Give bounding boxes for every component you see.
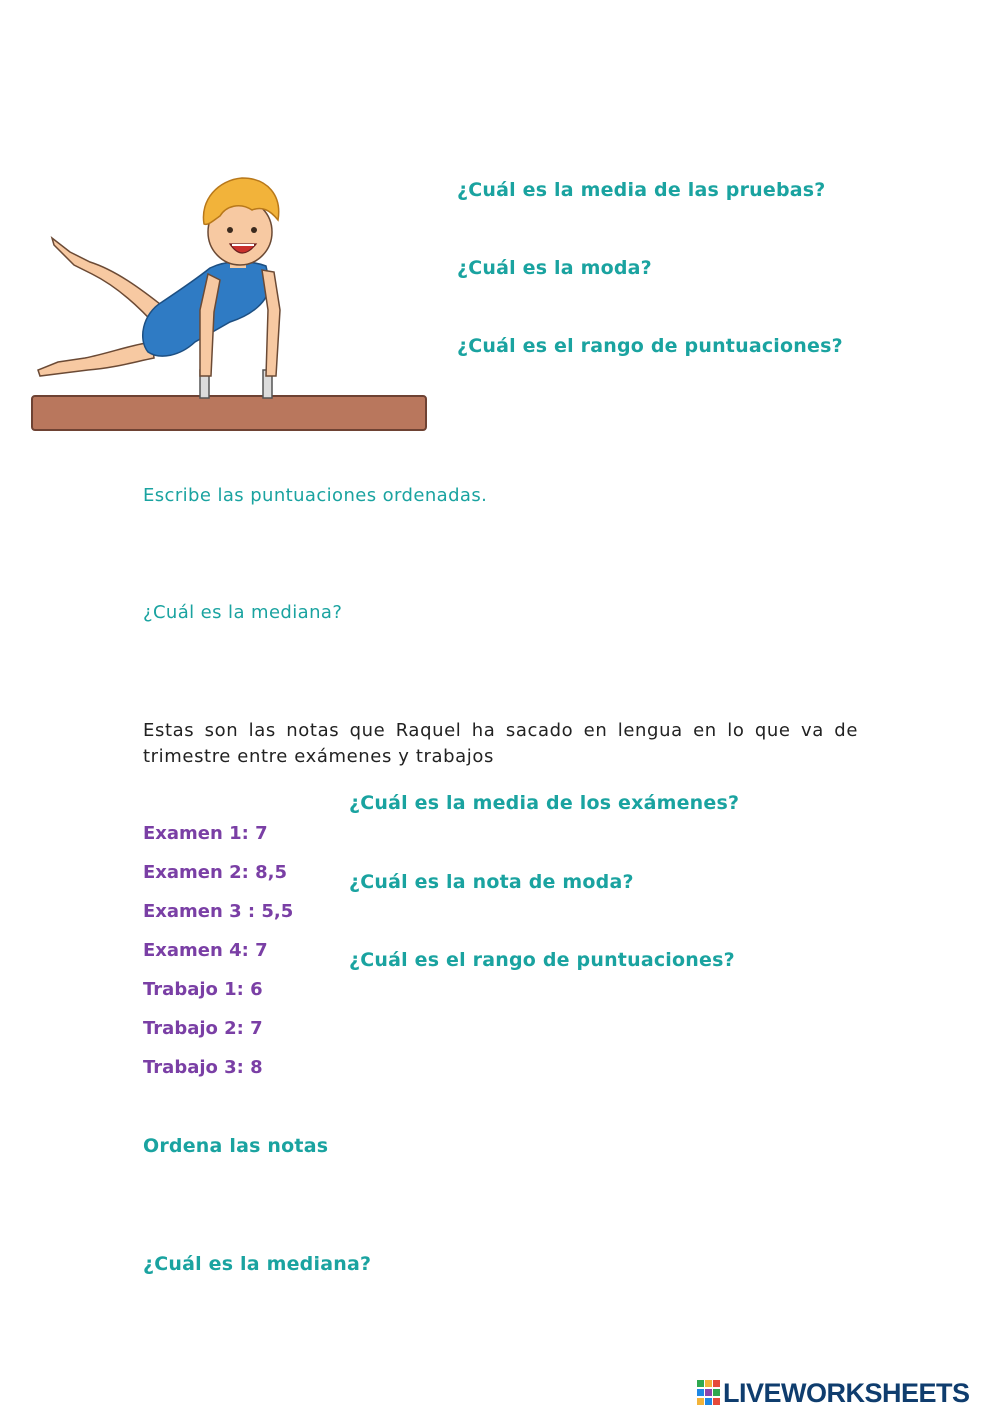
- intro-paragraph: [143, 718, 858, 770]
- gymnast-illustration: [30, 170, 430, 432]
- grade-item: Examen 4: 7: [143, 940, 268, 961]
- grade-item: Examen 1: 7: [143, 823, 268, 844]
- grade-item: Trabajo 3: 8: [143, 1057, 263, 1078]
- intro-line-1: Estas son las notas que Raquel ha sacado en lengua en lo que va de: [143, 720, 858, 741]
- grade-item: Examen 2: 8,5: [143, 862, 287, 883]
- logo-text: LIVEWORKSHEETS: [723, 1378, 970, 1408]
- question-nota-moda: ¿Cuál es la nota de moda?: [349, 871, 634, 893]
- median-prompt-1: ¿Cuál es la mediana?: [143, 602, 343, 623]
- question-rango-1: ¿Cuál es el rango de puntuaciones?: [457, 335, 843, 357]
- sorted-scores-prompt: Escribe las puntuaciones ordenadas.: [143, 485, 488, 506]
- intro-line-2: trimestre entre exámenes y trabajos: [143, 746, 494, 767]
- median-prompt-2: ¿Cuál es la mediana?: [143, 1253, 372, 1275]
- liveworksheets-logo: [697, 1378, 997, 1408]
- grade-item: Examen 3 : 5,5: [143, 901, 294, 922]
- grade-item: Trabajo 2: 7: [143, 1018, 263, 1039]
- question-moda: ¿Cuál es la moda?: [457, 257, 652, 279]
- liveworksheets-logo-icon: [697, 1380, 721, 1406]
- order-grades-prompt: Ordena las notas: [143, 1135, 329, 1157]
- question-rango-2: ¿Cuál es el rango de puntuaciones?: [349, 949, 735, 971]
- grade-item: Trabajo 1: 6: [143, 979, 263, 1000]
- question-media-examenes: ¿Cuál es la media de los exámenes?: [349, 792, 740, 814]
- question-media-pruebas: ¿Cuál es la media de las pruebas?: [457, 179, 826, 201]
